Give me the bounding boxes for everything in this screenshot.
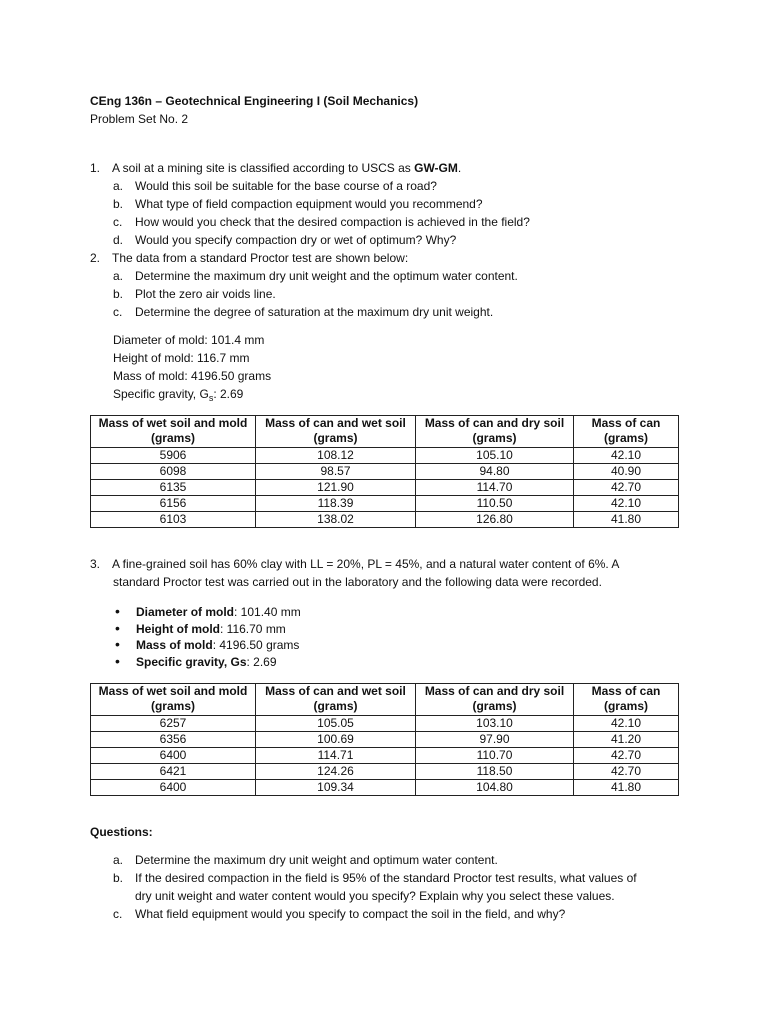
specific-gravity: Specific gravity, $G_s$: 2.69 bbox=[113, 387, 244, 403]
problem-number: 1. bbox=[90, 161, 101, 175]
table-row: 5906 108.12 105.10 42.10 bbox=[91, 448, 679, 464]
table-row: 6098 98.57 94.80 40.90 bbox=[91, 464, 679, 480]
list-item: c. How would you check that the desired compaction is achieved in the field? bbox=[113, 215, 530, 229]
problem-number: 3. bbox=[90, 557, 101, 571]
problem-3 bbox=[90, 555, 619, 573]
problem-text: A soil at a mining site is classified according to USCS as bbox=[112, 161, 415, 175]
list-item: a. Determine the maximum dry unit weight and optimum water content. bbox=[113, 853, 498, 867]
list-item: • Mass of mold: 4196.50 grams bbox=[115, 636, 300, 652]
mold-mass: Mass of mold: 4196.50 grams bbox=[113, 369, 272, 383]
mold-diameter: Diameter of mold: 101.4 mm bbox=[113, 333, 265, 347]
list-item: a. Determine the maximum dry unit weight and the optimum water content. bbox=[113, 269, 518, 283]
problem-text-continued: standard Proctor test was carried out in the laboratory and the following data were recorded. bbox=[113, 575, 602, 589]
column-header: Mass of can and dry soil (grams) bbox=[416, 684, 574, 716]
table-row: 6135 121.90 114.70 42.70 bbox=[91, 480, 679, 496]
proctor-table-2 bbox=[90, 683, 679, 796]
column-header: Mass of can and dry soil (grams) bbox=[416, 416, 574, 448]
problem-number: 2. bbox=[90, 251, 101, 265]
list-item: d. Would you specify compaction dry or wet of optimum? Why? bbox=[113, 233, 457, 247]
list-item: c. What field equipment would you specify to compact the soil in the field, and why? bbox=[113, 907, 566, 921]
table-row: 6103 138.02 126.80 41.80 bbox=[91, 512, 679, 528]
list-item: a. Would this soil be suitable for the base course of a road? bbox=[113, 179, 437, 193]
mold-parameters-list bbox=[115, 603, 301, 669]
column-header: Mass of can (grams) bbox=[574, 416, 679, 448]
column-header: Mass of can and wet soil (grams) bbox=[256, 416, 416, 448]
list-item-continued: dry unit weight and water content would you specify? Explain why you select these values. bbox=[135, 889, 615, 903]
table-row: 6257 105.05 103.10 42.10 bbox=[91, 716, 679, 732]
table-header-row bbox=[91, 684, 679, 716]
problem-1: 1. A soil at a mining site is classified according to USCS as GW-GM. bbox=[90, 161, 462, 175]
problem-text: A fine-grained soil has 60% clay with LL = 20%, PL = 45%, and a natural water content of 6%. A bbox=[112, 557, 620, 571]
column-header: Mass of can (grams) bbox=[574, 684, 679, 716]
problem-2 bbox=[90, 249, 408, 267]
list-item: • Height of mold: 116.70 mm bbox=[115, 619, 286, 636]
proctor-table-1 bbox=[90, 415, 679, 528]
table-row: 6400 114.71 110.70 42.70 bbox=[91, 748, 679, 764]
list-item: c. Determine the degree of saturation at the maximum dry unit weight. bbox=[113, 305, 494, 319]
list-item: • Specific gravity, Gs: 2.69 bbox=[115, 652, 277, 669]
table-row: 6156 118.39 110.50 42.10 bbox=[91, 496, 679, 512]
list-item: b. What type of field compaction equipment would you recommend? bbox=[113, 197, 483, 211]
column-header: Mass of wet soil and mold (grams) bbox=[91, 416, 256, 448]
soil-classification: GW-GM bbox=[414, 161, 458, 175]
column-header: Mass of wet soil and mold (grams) bbox=[91, 684, 256, 716]
table-row: 6421 124.26 118.50 42.70 bbox=[91, 764, 679, 780]
course-title: CEng 136n – Geotechnical Engineering I (Soil Mechanics) bbox=[90, 94, 419, 108]
column-header: Mass of can and wet soil (grams) bbox=[256, 684, 416, 716]
table-row: 6400 109.34 104.80 41.80 bbox=[91, 780, 679, 796]
table-row: 6356 100.69 97.90 41.20 bbox=[91, 732, 679, 748]
questions-heading: Questions: bbox=[90, 825, 153, 839]
problem-set-label: Problem Set No. 2 bbox=[90, 112, 189, 126]
table-header-row bbox=[91, 416, 679, 448]
mold-height: Height of mold: 116.7 mm bbox=[113, 351, 250, 365]
list-item: b. If the desired compaction in the field is 95% of the standard Proctor test results, what values of bbox=[113, 871, 637, 885]
problem-text: The data from a standard Proctor test are shown below: bbox=[112, 251, 409, 265]
list-item: b. Plot the zero air voids line. bbox=[113, 287, 276, 301]
list-item: • Diameter of mold: 101.40 mm bbox=[115, 603, 301, 619]
